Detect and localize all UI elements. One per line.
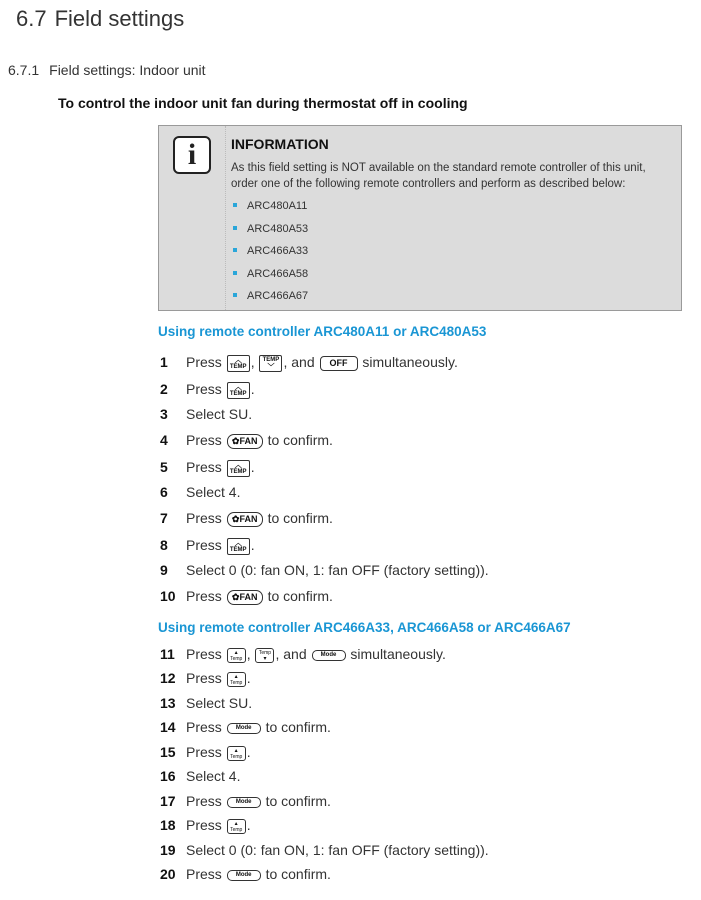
section-b-title: Using remote controller ARC466A33, ARC466A58 or ARC466A67 (158, 620, 571, 635)
list-item (231, 198, 308, 221)
step-number: 12 (160, 670, 176, 686)
step-14 (160, 717, 331, 737)
step-text: Press (186, 510, 226, 526)
step-8 (160, 535, 255, 555)
step-text: Select 4. (186, 484, 241, 500)
temp-down-button-icon: TEMP ﹀ (259, 355, 282, 372)
list-item (231, 221, 308, 244)
step-text: , and (283, 354, 319, 370)
step-9 (160, 560, 489, 580)
step-text: Press (186, 719, 226, 735)
fan-button-icon: ✿FAN (227, 434, 263, 449)
off-button-icon: OFF (320, 356, 358, 371)
step-13 (160, 693, 252, 713)
fan-button-icon: ✿FAN (227, 590, 263, 605)
info-title: INFORMATION (231, 136, 329, 152)
temp-up-small-button-icon: ▴ Temp (227, 672, 246, 687)
bullet-icon (233, 203, 237, 207)
step-text: Press (186, 381, 226, 397)
bullet-icon (233, 271, 237, 275)
step-15 (160, 742, 251, 762)
step-5 (160, 457, 255, 477)
bullet-icon (233, 293, 237, 297)
step-2 (160, 379, 255, 399)
step-number: 10 (160, 588, 176, 604)
step-text: . (246, 670, 251, 686)
step-number: 6 (160, 484, 168, 500)
step-text: . (246, 744, 251, 760)
section-number: 6.7 (16, 6, 47, 31)
mode-button-icon: Mode (227, 870, 261, 881)
step-text: . (250, 537, 255, 553)
step-text: to confirm. (261, 719, 331, 735)
list-item-label: ARC466A33 (247, 245, 309, 257)
step-text: Select 0 (0: fan ON, 1: fan OFF (factory setting)). (186, 842, 489, 858)
step-12 (160, 668, 251, 688)
step-text: , (250, 354, 259, 370)
information-box (158, 125, 682, 311)
section-heading (16, 6, 184, 32)
step-text: Press (186, 588, 226, 604)
list-item-label: ARC480A53 (247, 222, 309, 235)
mode-button-icon: Mode (227, 797, 261, 808)
step-text: . (250, 459, 255, 475)
mode-button-icon: Mode (312, 650, 346, 661)
information-icon: i (173, 136, 211, 174)
step-text: . (246, 817, 251, 833)
step-text: to confirm. (261, 866, 331, 882)
temp-up-small-button-icon: ▴ Temp (227, 746, 246, 761)
step-text: , and (275, 646, 311, 662)
list-item-label: ARC480A11 (247, 200, 308, 212)
procedure-heading: To control the indoor unit fan during thermostat off in cooling (58, 95, 468, 111)
list-item (231, 243, 308, 266)
step-text: Select 4. (186, 768, 241, 784)
fan-button-icon: ✿FAN (227, 512, 263, 527)
step-17 (160, 791, 331, 811)
temp-up-button-icon: ︿ TEMP (227, 355, 250, 372)
step-7 (160, 508, 333, 528)
temp-down-small-button-icon: Temp ▾ (255, 648, 274, 663)
step-text: Press (186, 459, 226, 475)
step-text: Select SU. (186, 406, 253, 422)
step-6 (160, 482, 240, 502)
step-text: to confirm. (261, 793, 331, 809)
step-text: Press (186, 646, 226, 662)
step-text: simultaneously. (346, 646, 446, 662)
step-text: simultaneously. (358, 354, 458, 370)
step-11 (160, 644, 446, 664)
step-number: 7 (160, 510, 168, 526)
step-number: 5 (160, 459, 168, 475)
subsection-heading (8, 62, 206, 78)
step-number: 20 (160, 866, 176, 882)
list-item (231, 288, 308, 311)
step-4 (160, 430, 333, 450)
step-text: to confirm. (263, 432, 333, 448)
step-20 (160, 864, 331, 884)
step-text: Press (186, 817, 226, 833)
step-text: Press (186, 744, 226, 760)
step-text: to confirm. (263, 510, 333, 526)
list-item-label: ARC466A58 (247, 267, 309, 280)
list-item (231, 266, 308, 289)
step-10 (160, 586, 333, 606)
step-number: 2 (160, 381, 168, 397)
step-1 (160, 352, 458, 372)
step-text: Press (186, 432, 226, 448)
step-number: 15 (160, 744, 176, 760)
step-text: to confirm. (263, 588, 333, 604)
step-number: 9 (160, 562, 168, 578)
step-number: 1 (160, 354, 168, 370)
step-number: 16 (160, 768, 176, 784)
temp-up-small-button-icon: ▴ Temp (227, 819, 246, 834)
temp-up-button-icon: ︿ TEMP (227, 460, 250, 477)
step-text: Select 0 (0: fan ON, 1: fan OFF (factory setting)). (186, 562, 489, 578)
section-a-title: Using remote controller ARC480A11 or ARC480A53 (158, 324, 487, 339)
step-number: 17 (160, 793, 176, 809)
step-number: 14 (160, 719, 176, 735)
step-number: 18 (160, 817, 176, 833)
remote-controller-list (231, 198, 308, 311)
step-number: 3 (160, 406, 168, 422)
step-number: 13 (160, 695, 176, 711)
section-title: Field settings (54, 6, 185, 31)
step-text: Press (186, 670, 226, 686)
bullet-icon (233, 226, 237, 230)
info-body: As this field setting is NOT available on the standard remote controller of this unit, order one of the following remote controllers and perform as described below: (231, 162, 646, 190)
step-text: , (246, 646, 255, 662)
temp-up-button-icon: ︿ TEMP (227, 382, 250, 399)
mode-button-icon: Mode (227, 723, 261, 734)
step-text: Press (186, 537, 226, 553)
step-number: 8 (160, 537, 168, 553)
step-3 (160, 404, 252, 424)
subsection-title: Field settings: Indoor unit (49, 62, 206, 78)
list-item-label: ARC466A67 (247, 290, 309, 302)
step-text: Press (186, 354, 226, 370)
temp-up-small-button-icon: ▴ Temp (227, 648, 246, 663)
step-text: . (250, 381, 255, 397)
temp-up-button-icon: ︿ TEMP (227, 538, 250, 555)
step-number: 4 (160, 432, 168, 448)
step-text: Select SU. (186, 695, 253, 711)
step-number: 11 (160, 646, 175, 662)
step-16 (160, 766, 240, 786)
step-text: Press (186, 866, 226, 882)
bullet-icon (233, 248, 237, 252)
step-number: 19 (160, 842, 176, 858)
subsection-number: 6.7.1 (8, 62, 40, 78)
step-19 (160, 840, 489, 860)
step-text: Press (186, 793, 226, 809)
info-divider (225, 126, 226, 310)
step-18 (160, 815, 251, 835)
